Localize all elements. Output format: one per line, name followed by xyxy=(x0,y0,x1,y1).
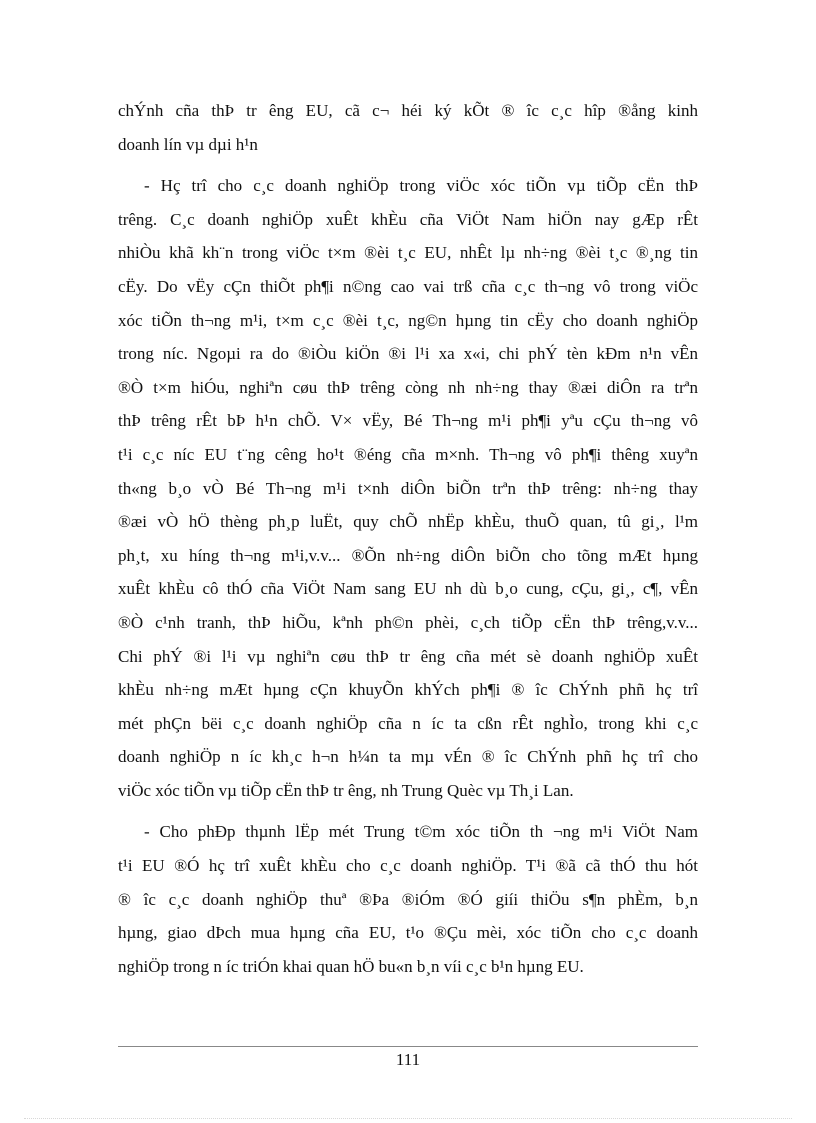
paragraph-2-line-18: doanh nghiÖp n íc kh¸c h¬n h¼n ta mµ vÉn ® îc ChÝnh phñ hç trî cho xyxy=(118,747,698,767)
paragraph-2-line-14: ®Ò c¹nh tranh, thÞ hiÕu, kªnh ph©n phèi, c¸ch tiÕp cËn thÞ trêng,v.v... xyxy=(118,612,698,632)
paragraph-3-line-3: ® îc c¸c doanh nghiÖp thuª ®Þa ®iÓm ®Ó giíi thiÖu s¶n phÈm, b¸n xyxy=(118,889,698,909)
paragraph-3-line-2: t¹i EU ®Ó hç trî xuÊt khÈu cho c¸c doanh nghiÖp. T¹i ®ã cã thÓ thu hót xyxy=(118,856,698,876)
paragraph-2-line-3: nhiÒu khã kh¨n trong viÖc t×m ®èi t¸c EU, nhÊt lµ nh÷ng ®èi t¸c ®¸ng tin xyxy=(118,243,698,263)
paragraph-gap xyxy=(118,161,698,169)
paragraph-2-line-10: th«ng b¸o vÒ Bé Th¬ng m¹i t×nh diÔn biÕn trªn thÞ trêng: nh÷ng thay xyxy=(118,478,698,498)
paragraph-2-line-4: cËy. Do vËy cÇn thiÕt ph¶i n©ng cao vai trß cña c¸c th¬ng vô trong viÖc xyxy=(118,276,698,296)
paragraph-2-line-6: trong níc. Ngoµi ra do ®iÒu kiÖn ®i l¹i xa x«i, chi phÝ tèn kÐm n¹n vÊn xyxy=(118,344,698,364)
page-number: 111 xyxy=(395,1050,421,1069)
paragraph-2-line-11: ®æi vÒ hÖ thèng ph¸p luËt, quy chÕ nhËp khÈu, thuÕ quan, tû gi¸, l¹m xyxy=(118,512,698,532)
paragraph-2-line-19: viÖc xóc tiÕn vµ tiÕp cËn thÞ tr êng, nh Trung Quèc vµ Th¸i Lan. xyxy=(118,780,574,800)
paragraph-2-line-7: ®Ò t×m hiÓu, nghiªn cøu thÞ trêng còng nh nh÷ng thay ®æi diÔn ra trªn xyxy=(118,377,698,397)
page-bottom-edge xyxy=(24,1118,792,1119)
paragraph-1-line-1: chÝnh cña thÞ tr êng EU, cã c¬ héi ký kÕt ® îc c¸c hîp ®ång kinh xyxy=(118,101,698,120)
paragraph-2-line-1: - Hç trî cho c¸c doanh nghiÖp trong viÖc xóc tiÕn vµ tiÕp cËn thÞ xyxy=(144,176,698,196)
paragraph-2-line-8: thÞ trêng rÊt bÞ h¹n chÕ. V× vËy, Bé Th¬ng m¹i ph¶i yªu cÇu th¬ng vô xyxy=(118,411,698,431)
paragraph-2-line-13: xuÊt khÈu cô thÓ cña ViÖt Nam sang EU nh dù b¸o cung, cÇu, gi¸, c¶, vÊn xyxy=(118,579,698,599)
paragraph-2-line-12: ph¸t, xu híng th¬ng m¹i,v.v... ®Õn nh÷ng diÔn biÕn cho tõng mÆt hµng xyxy=(118,545,698,565)
paragraph-2-line-16: khÈu nh÷ng mÆt hµng cÇn khuyÕn khÝch ph¶i ® îc ChÝnh phñ hç trî xyxy=(118,680,698,700)
paragraph-2-line-2: trêng. C¸c doanh nghiÖp xuÊt khÈu cña ViÖt Nam hiÖn nay gÆp rÊt xyxy=(118,209,698,229)
paragraph-3-line-5: nghiÖp trong n íc triÓn khai quan hÖ bu«n b¸n víi c¸c b¹n hµng EU. xyxy=(118,956,584,976)
paragraph-2-line-9: t¹i c¸c níc EU t¨ng cêng ho¹t ®éng cña m×nh. Th¬ng vô ph¶i thêng xuyªn xyxy=(118,444,698,464)
footer-divider xyxy=(118,1046,698,1047)
paragraph-1-line-2: doanh lín vµ dµi h¹n xyxy=(118,134,258,154)
paragraph-3-line-4: hµng, giao dÞch mua hµng cña EU, t¹o ®Çu mèi, xóc tiÕn cho c¸c doanh xyxy=(118,923,698,943)
paragraph-gap xyxy=(118,807,698,815)
paragraph-2-line-5: xóc tiÕn th¬ng m¹i, t×m c¸c ®èi t¸c, ng©n hµng tin cËy cho doanh nghiÖp xyxy=(118,310,698,330)
paragraph-2-line-15: Chi phÝ ®i l¹i vµ nghiªn cøu thÞ tr êng cña mét sè doanh nghiÖp xuÊt xyxy=(118,646,698,666)
paragraph-2-line-17: mét phÇn bëi c¸c doanh nghiÖp cña n íc ta cßn rÊt nghÌo, trong khi c¸c xyxy=(118,713,698,733)
paragraph-3-line-1: - Cho phÐp thµnh lËp mét Trung t©m xóc tiÕn th ¬ng m¹i ViÖt Nam xyxy=(144,822,698,842)
body-text xyxy=(118,94,698,983)
